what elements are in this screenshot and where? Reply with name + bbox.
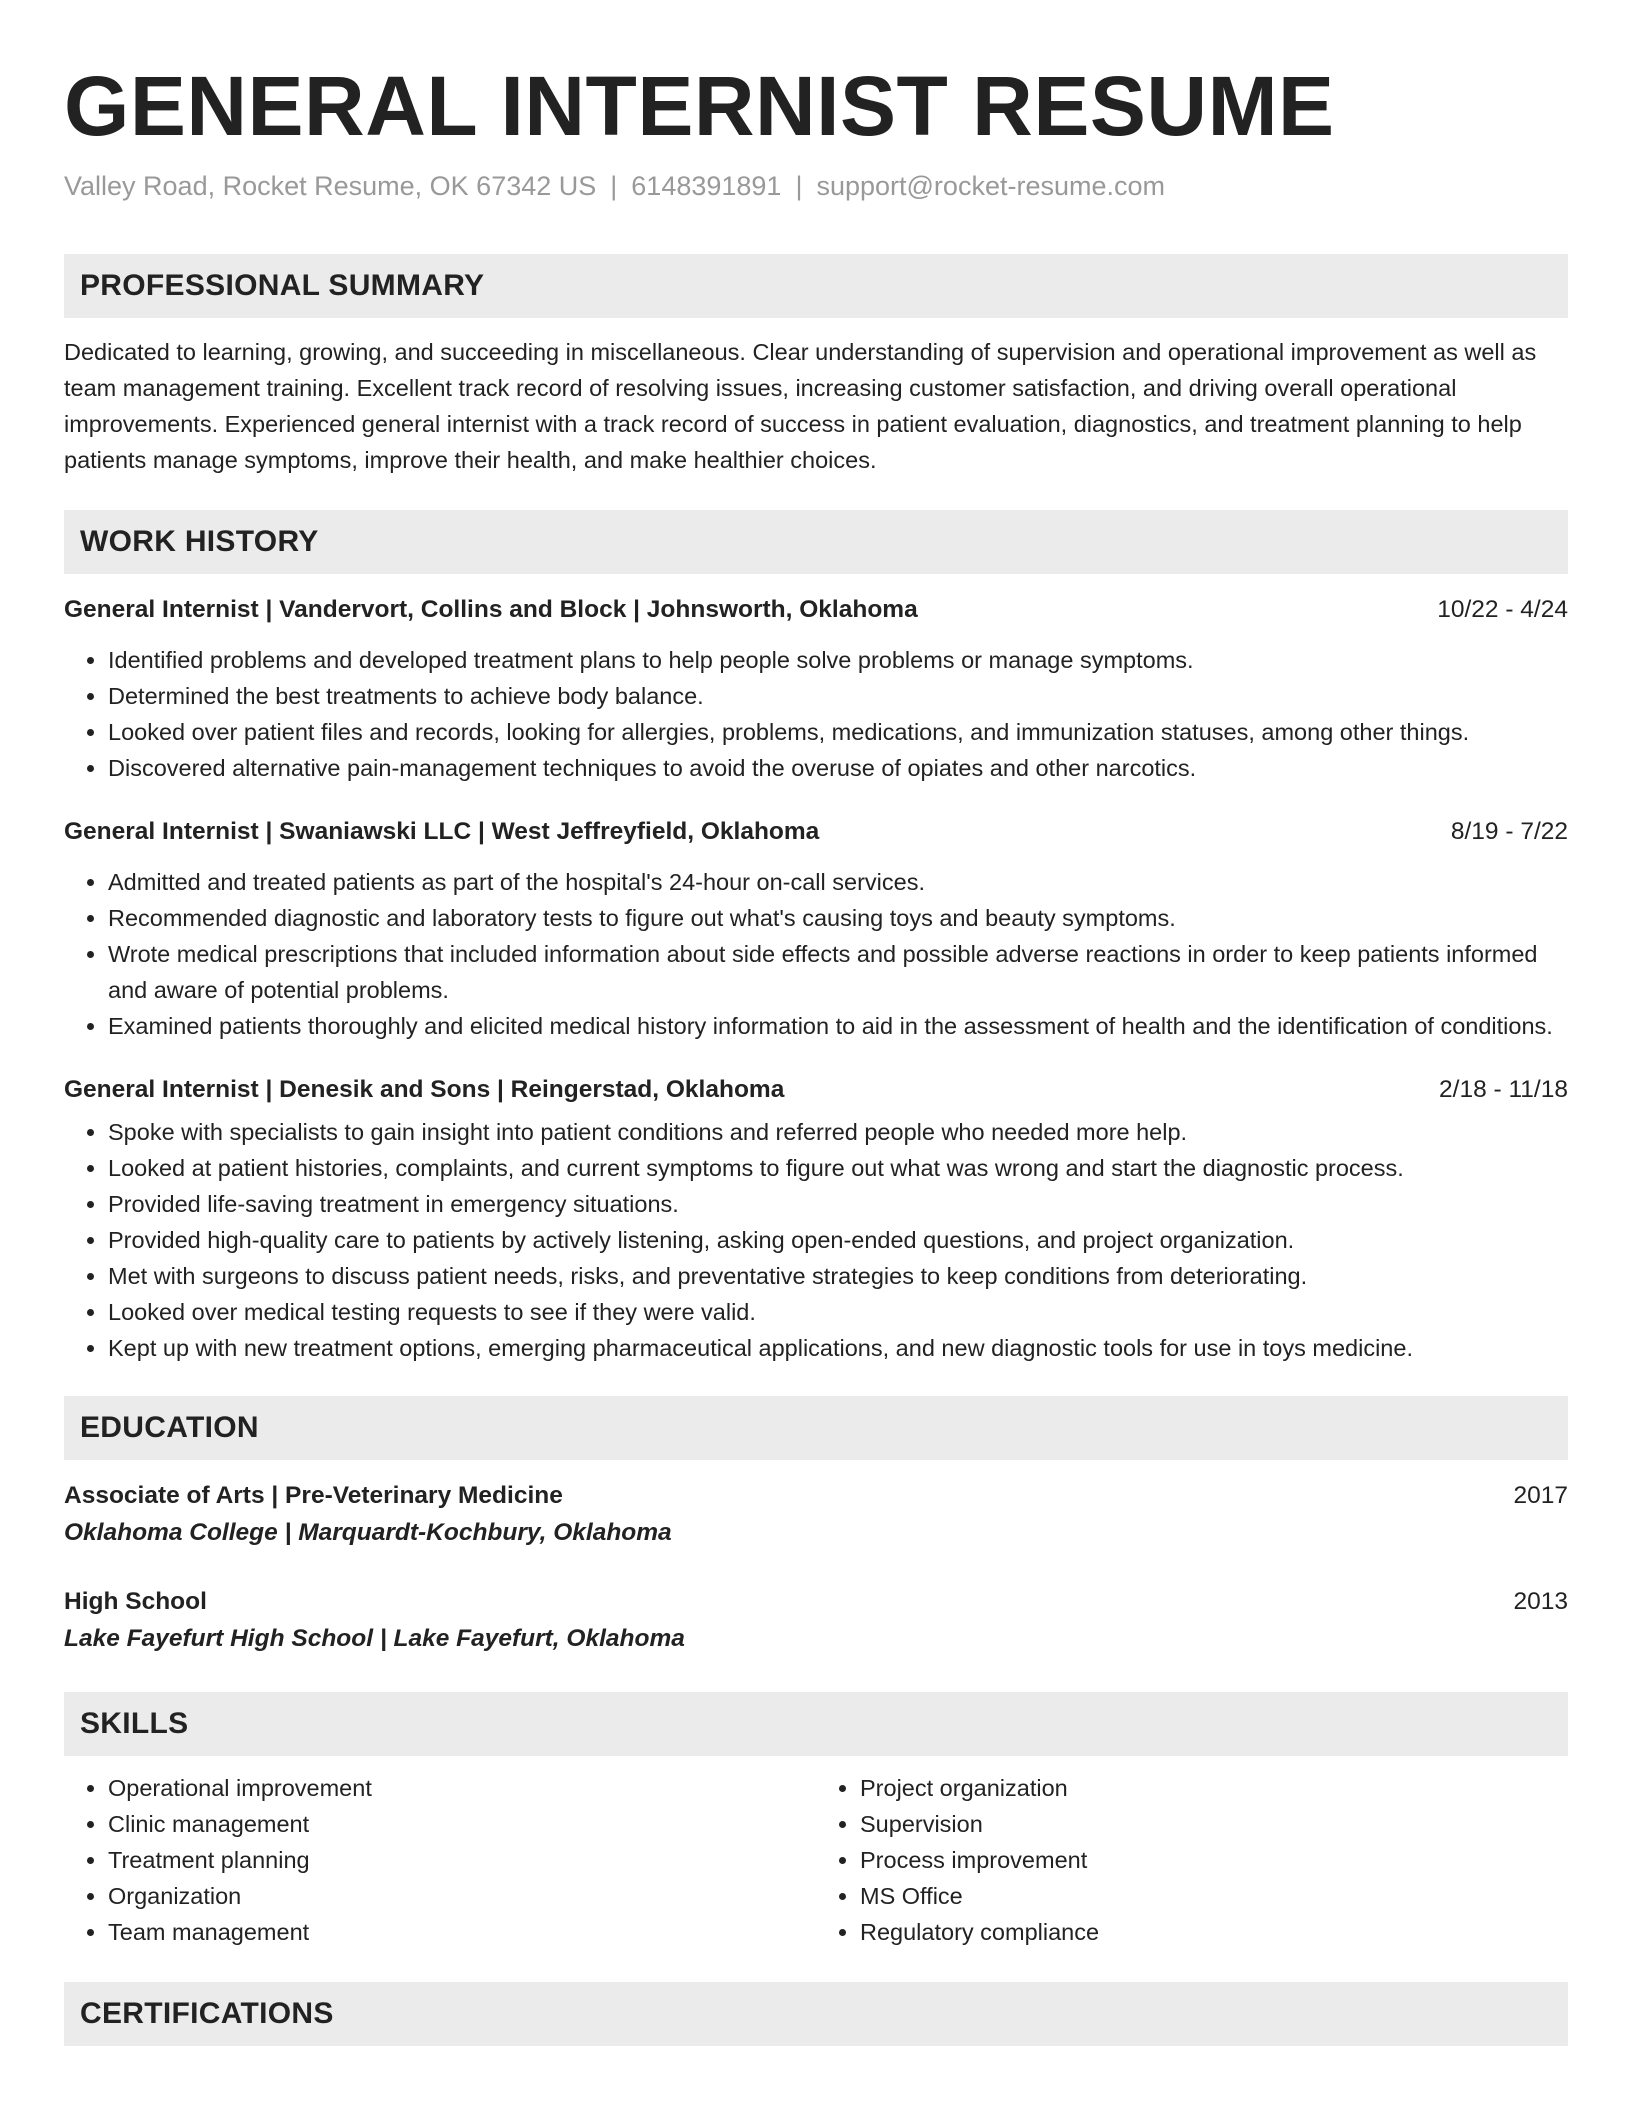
job-bullets: [64, 1114, 1568, 1366]
skill-item: • Process improvement: [860, 1842, 1568, 1878]
skill-item: • Supervision: [860, 1806, 1568, 1842]
job-bullets: [64, 864, 1568, 1044]
job-bullet: • Looked at patient histories, complaints, and current symptoms to figure out what was wrong and start the diagnostic process.: [108, 1150, 1568, 1186]
job-bullet: • Wrote medical prescriptions that included information about side effects and possible adverse reactions in order to keep patients informed and aware of potential problems.: [108, 936, 1568, 1008]
job-bullet: • Provided life-saving treatment in emergency situations.: [108, 1186, 1568, 1222]
job-header: [64, 592, 1568, 628]
job-entry: [64, 1072, 1568, 1366]
skill-item: • MS Office: [860, 1878, 1568, 1914]
section-heading-label: CERTIFICATIONS: [80, 1997, 334, 2030]
skill-item: • Treatment planning: [108, 1842, 816, 1878]
job-bullet: • Recommended diagnostic and laboratory tests to figure out what's causing toys and beauty symptoms.: [108, 900, 1568, 936]
summary-text: Dedicated to learning, growing, and succeeding in miscellaneous. Clear understanding of supervision and operational improvement as well as team management training. Excellent track record of resolving issues, increasing customer satisfaction, and driving overall operational improvements. Experienced general internist with a track record of success in patient evaluation, diagnostics, and treatment planning to help patients manage symptoms, improve their health, and make healthier choices.: [64, 339, 1537, 473]
contact-separator: |: [795, 171, 803, 201]
skills-column-right: [816, 1770, 1568, 1950]
section-heading-skills: [64, 1692, 1568, 1756]
education-school: Lake Fayefurt High School | Lake Fayefurt, Oklahoma: [64, 1625, 685, 1652]
job-bullet: • Looked over medical testing requests to see if they were valid.: [108, 1294, 1568, 1330]
contact-address: Valley Road, Rocket Resume, OK 67342 US: [64, 171, 597, 201]
skill-item: • Organization: [108, 1878, 816, 1914]
job-bullet: • Admitted and treated patients as part of the hospital's 24-hour on-call services.: [108, 864, 1568, 900]
education-header: [64, 1584, 1568, 1620]
contact-phone: 6148391891: [631, 171, 782, 201]
education-degree: High School: [64, 1588, 207, 1615]
education-entry: [64, 1478, 1568, 1552]
job-title: General Internist | Denesik and Sons | Reingerstad, Oklahoma: [64, 1076, 785, 1103]
section-heading-label: EDUCATION: [80, 1411, 259, 1444]
job-dates: 8/19 - 7/22: [1450, 818, 1568, 845]
section-heading-certifications: [64, 1982, 1568, 2046]
job-bullet: • Discovered alternative pain-management techniques to avoid the overuse of opiates and other narcotics.: [108, 750, 1568, 786]
job-header: [64, 814, 1568, 850]
job-title: General Internist | Swaniawski LLC | West Jeffreyfield, Oklahoma: [64, 818, 820, 845]
contact-separator: |: [610, 171, 618, 201]
contact-email: support@rocket-resume.com: [816, 171, 1165, 201]
job-dates: 2/18 - 11/18: [1439, 1076, 1568, 1103]
section-heading-label: PROFESSIONAL SUMMARY: [80, 269, 485, 302]
education-year: 2013: [1513, 1588, 1568, 1615]
job-bullet: • Looked over patient files and records, looking for allergies, problems, medications, and immunization statuses, among other things.: [108, 714, 1568, 750]
job-entry: [64, 814, 1568, 1044]
job-bullet: • Provided high-quality care to patients by actively listening, asking open-ended questions, and project organization.: [108, 1222, 1568, 1258]
job-bullet: • Determined the best treatments to achieve body balance.: [108, 678, 1568, 714]
skill-item: • Operational improvement: [108, 1770, 816, 1806]
job-bullet: • Identified problems and developed treatment plans to help people solve problems or manage symptoms.: [108, 642, 1568, 678]
job-title: General Internist | Vandervort, Collins and Block | Johnsworth, Oklahoma: [64, 596, 918, 623]
skill-item: • Team management: [108, 1914, 816, 1950]
job-bullet: • Kept up with new treatment options, emerging pharmaceutical applications, and new diagnostic tools for use in toys medicine.: [108, 1330, 1568, 1366]
resume-title: GENERAL INTERNIST RESUME: [64, 59, 1335, 153]
job-entry: [64, 592, 1568, 786]
education-year: 2017: [1513, 1482, 1568, 1509]
job-header: [64, 1072, 1568, 1108]
section-heading-label: SKILLS: [80, 1707, 189, 1740]
section-heading-work-history: [64, 510, 1568, 574]
job-bullet: • Spoke with specialists to gain insight into patient conditions and referred people who needed more help.: [108, 1114, 1568, 1150]
skill-item: • Clinic management: [108, 1806, 816, 1842]
contact-line: [64, 168, 1568, 204]
section-heading-summary: [64, 254, 1568, 318]
education-school: Oklahoma College | Marquardt-Kochbury, Oklahoma: [64, 1519, 672, 1546]
job-dates: 10/22 - 4/24: [1437, 596, 1568, 623]
education-header: [64, 1478, 1568, 1514]
skill-item: • Regulatory compliance: [860, 1914, 1568, 1950]
job-bullet: • Examined patients thoroughly and elicited medical history information to aid in the assessment of health and the identification of conditions.: [108, 1008, 1568, 1044]
job-bullet: • Met with surgeons to discuss patient needs, risks, and preventative strategies to keep conditions from deteriorating.: [108, 1258, 1568, 1294]
job-bullets: [64, 642, 1568, 786]
skills-column-left: [64, 1770, 816, 1950]
skills-grid: [64, 1770, 1568, 1950]
education-entry: [64, 1584, 1568, 1658]
section-heading-education: [64, 1396, 1568, 1460]
section-heading-label: WORK HISTORY: [80, 525, 319, 558]
skill-item: • Project organization: [860, 1770, 1568, 1806]
education-degree: Associate of Arts | Pre-Veterinary Medicine: [64, 1482, 563, 1509]
